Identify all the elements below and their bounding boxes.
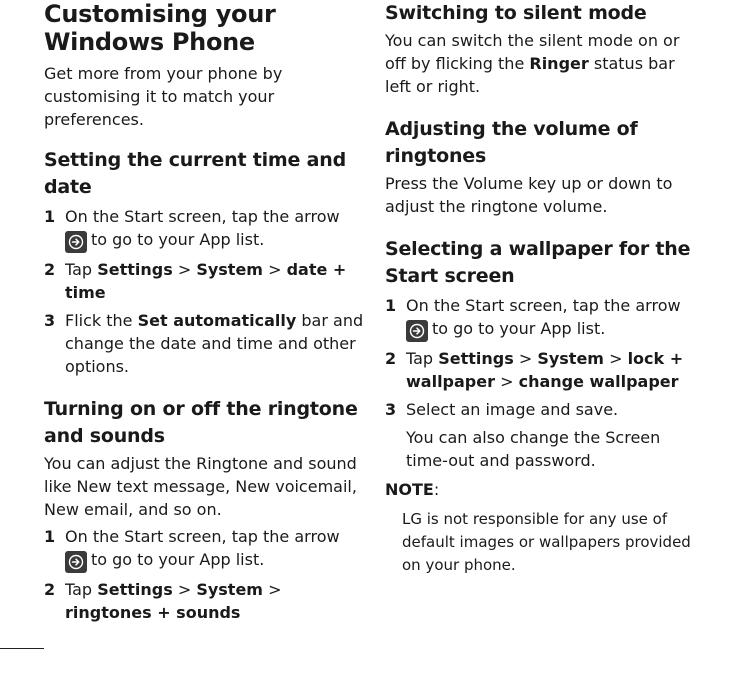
step-number: 3	[44, 311, 56, 330]
separator: >	[268, 260, 282, 279]
volume-body: Press the Volume key up or down to adjust the ringtone volume.	[385, 174, 673, 216]
step-text: On the Start screen, tap the arrow	[65, 207, 340, 226]
step-number: 2	[44, 580, 56, 599]
change-wallpaper-label: change wallpaper	[518, 372, 679, 391]
note-body: LG is not responsible for any use of default images or wallpapers provided on your phone.	[402, 510, 691, 574]
page-title: Customising your Windows Phone	[44, 0, 276, 56]
time-heading: Setting the current time and date	[44, 149, 346, 198]
step-text: On the Start screen, tap the arrow	[65, 527, 340, 546]
ringtones-sounds-label: ringtones + sounds	[65, 603, 241, 622]
system-label: System	[196, 580, 263, 599]
ringtone-step-2	[44, 578, 366, 624]
step-text: Flick the	[65, 311, 133, 330]
ringtone-steps	[44, 525, 366, 624]
settings-label: Settings	[97, 580, 173, 599]
note-heading	[385, 478, 705, 502]
step-text: bar and change the date and time and other options.	[65, 311, 364, 376]
arrow-right-circle-icon	[65, 231, 87, 253]
separator: >	[177, 580, 192, 599]
system-label: System	[537, 349, 604, 368]
step-text: Select an image and save.	[406, 400, 619, 419]
note-label: NOTE	[385, 480, 434, 499]
separator: >	[500, 372, 514, 391]
step-number: 1	[44, 207, 56, 226]
time-steps	[44, 205, 366, 378]
right-column	[385, 0, 705, 577]
volume-heading: Adjusting the volume of ringtones	[385, 118, 638, 167]
step-number: 2	[385, 349, 397, 368]
ringtone-step-1	[44, 525, 366, 573]
wallpaper-extra: You can also change the Screen time-out and password.	[406, 428, 661, 470]
time-step-1	[44, 205, 366, 253]
separator: >	[268, 580, 282, 599]
step-text: On the Start screen, tap the arrow	[406, 296, 681, 315]
silent-text: status bar left or right.	[385, 54, 675, 96]
time-step-3	[44, 309, 366, 378]
page-footer-rule	[0, 648, 44, 649]
separator: >	[177, 260, 192, 279]
silent-text: You can switch the silent mode on or off by flicking the	[385, 31, 680, 73]
silent-heading: Switching to silent mode	[385, 2, 647, 24]
wallpaper-step-1	[385, 294, 705, 342]
system-label: System	[196, 260, 263, 279]
ringtone-heading: Turning on or off the ringtone and sounds	[44, 398, 358, 447]
intro-text: Get more from your phone by customising it to match your preferences.	[44, 64, 283, 129]
arrow-right-circle-icon	[406, 320, 428, 342]
settings-label: Settings	[438, 349, 514, 368]
wallpaper-step-3	[385, 398, 705, 421]
step-text: to go to your App list.	[91, 230, 265, 249]
time-step-2	[44, 258, 366, 304]
set-automatically-label: Set automatically	[137, 311, 297, 330]
lock-wallpaper-label: lock + wallpaper	[406, 349, 684, 391]
silent-body	[385, 29, 705, 98]
note-colon: :	[433, 480, 440, 499]
ringer-label: Ringer	[529, 54, 589, 73]
left-column	[44, 0, 366, 642]
arrow-right-circle-icon	[65, 551, 87, 573]
wallpaper-heading: Selecting a wallpaper for the Start screen	[385, 238, 691, 287]
separator: >	[518, 349, 533, 368]
step-number: 3	[385, 400, 397, 419]
settings-label: Settings	[97, 260, 173, 279]
step-text: Tap	[65, 580, 93, 599]
step-number: 1	[385, 296, 397, 315]
step-number: 1	[44, 527, 56, 546]
step-number: 2	[44, 260, 56, 279]
step-text: Tap	[65, 260, 93, 279]
date-time-label: date + time	[65, 260, 347, 302]
separator: >	[609, 349, 623, 368]
wallpaper-step-2	[385, 347, 705, 393]
step-text: to go to your App list.	[432, 319, 606, 338]
step-text: to go to your App list.	[91, 550, 265, 569]
step-text: Tap	[406, 349, 434, 368]
wallpaper-steps	[385, 294, 705, 421]
ringtone-body: You can adjust the Ringtone and sound like New text message, New voicemail, New email, and so on.	[44, 454, 357, 519]
